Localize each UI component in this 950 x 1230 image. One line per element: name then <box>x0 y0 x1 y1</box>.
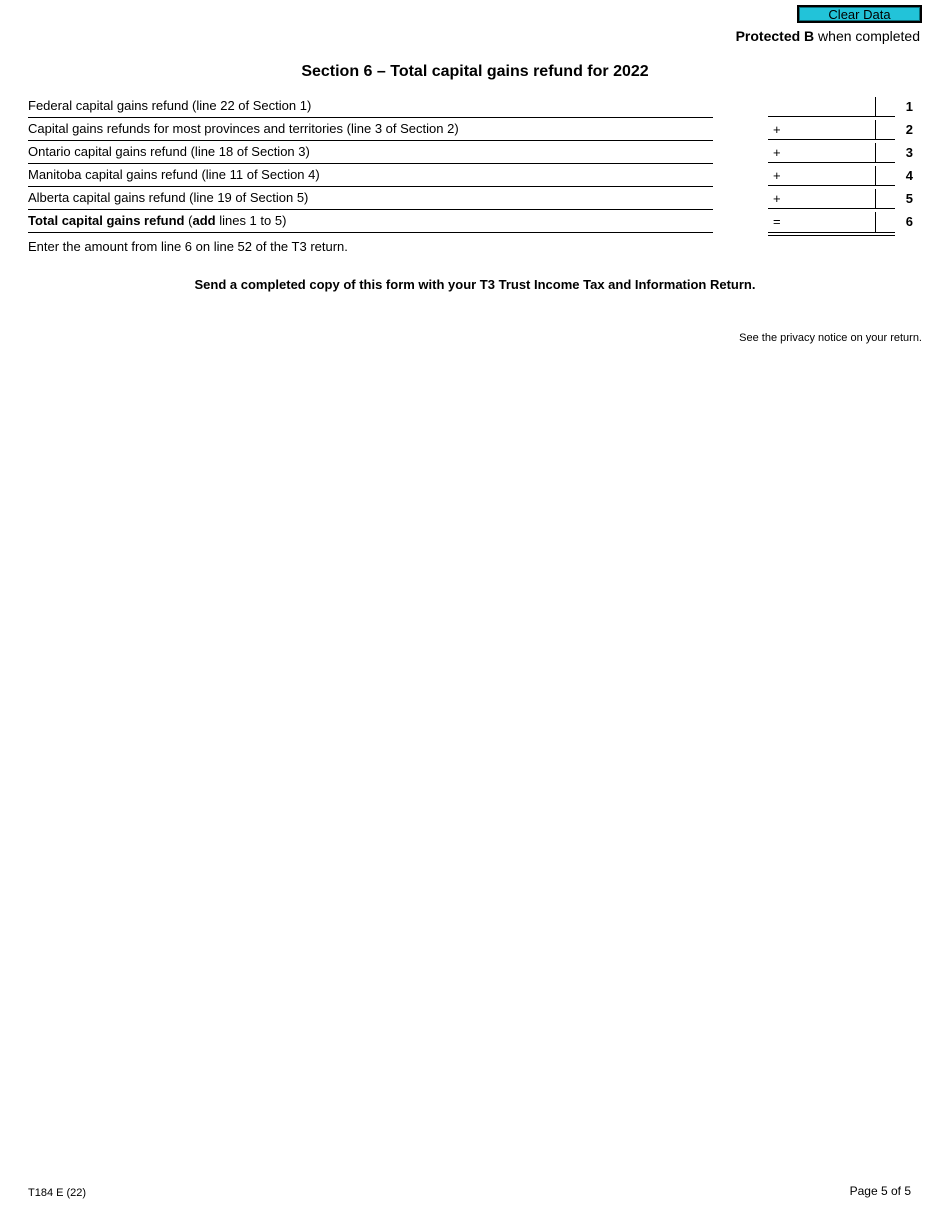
send-note: Send a completed copy of this form with your T3 Trust Income Tax and Information Return. <box>194 277 756 292</box>
cents-field-line-5[interactable] <box>876 187 895 209</box>
section-title: Section 6 – Total capital gains refund for 2022 <box>301 63 649 80</box>
instruction-text: Enter the amount from line 6 on line 52 of the T3 return. <box>28 239 348 254</box>
total-double-underline <box>768 232 895 236</box>
protected-b-label: Protected B <box>735 28 815 44</box>
row-sign-line-6: = <box>773 214 781 229</box>
line-number-6: 6 <box>905 214 913 229</box>
form-code: T184 E (22) <box>28 1187 87 1199</box>
page-number: Page 5 of 5 <box>849 1184 911 1198</box>
cents-field-line-3[interactable] <box>876 141 895 163</box>
total-label-open: ( <box>184 213 193 228</box>
privacy-notice: See the privacy notice on your return. <box>739 332 922 344</box>
total-label-add: add <box>192 213 216 228</box>
line-number-2: 2 <box>905 122 913 137</box>
row-label-line-6 <box>28 210 713 233</box>
protected-b-suffix: when completed <box>814 28 920 44</box>
amount-field-line-4[interactable] <box>768 164 876 186</box>
cents-field-line-1[interactable] <box>876 95 895 117</box>
total-label-rest: lines 1 to 5) <box>215 213 287 228</box>
amount-field-line-2[interactable] <box>768 118 876 140</box>
row-sign-line-3: + <box>773 145 781 160</box>
line-number-4: 4 <box>905 168 913 183</box>
decimal-divider <box>875 212 876 232</box>
row-label-line-4: Manitoba capital gains refund (line 11 of Section 4) <box>28 164 713 187</box>
row-sign-line-2: + <box>773 122 781 137</box>
row-sign-line-4: + <box>773 168 781 183</box>
amount-field-line-3[interactable] <box>768 141 876 163</box>
cents-field-line-2[interactable] <box>876 118 895 140</box>
row-label-line-1: Federal capital gains refund (line 22 of Section 1) <box>28 95 713 118</box>
clear-data-button[interactable]: Clear Data <box>797 5 922 23</box>
amount-field-line-1[interactable] <box>768 95 876 117</box>
line-number-1: 1 <box>905 99 913 114</box>
line-number-3: 3 <box>905 145 913 160</box>
row-label-line-2: Capital gains refunds for most provinces and territories (line 3 of Section 2) <box>28 118 713 141</box>
amount-field-line-5[interactable] <box>768 187 876 209</box>
row-label-line-3: Ontario capital gains refund (line 18 of Section 3) <box>28 141 713 164</box>
total-label-bold: Total capital gains refund <box>28 213 185 228</box>
amount-field-line-6[interactable] <box>768 210 876 232</box>
cents-field-line-4[interactable] <box>876 164 895 186</box>
row-label-line-5: Alberta capital gains refund (line 19 of Section 5) <box>28 187 713 210</box>
row-sign-line-5: + <box>773 191 781 206</box>
protected-b-notice <box>736 28 920 44</box>
line-number-5: 5 <box>905 191 913 206</box>
